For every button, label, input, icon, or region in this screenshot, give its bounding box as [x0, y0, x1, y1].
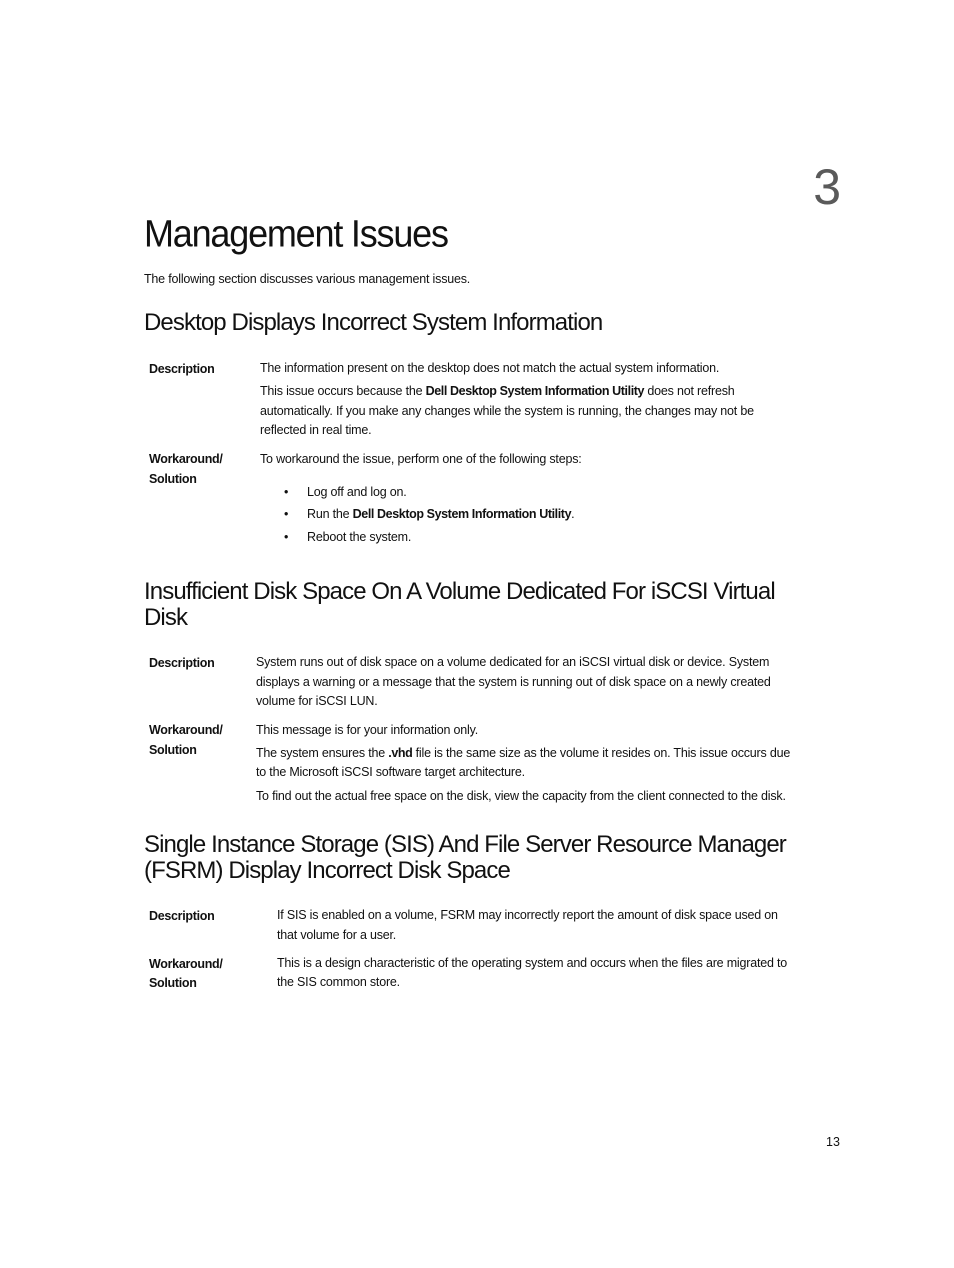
- bullet-icon: •: [284, 530, 289, 544]
- utility-name: Dell Desktop System Information Utility: [425, 384, 645, 398]
- workaround-text: The system ensures the .vhd file is the same size as the volume it resides on. This issue occurs due: [256, 746, 791, 760]
- description-text: that volume for a user.: [277, 928, 397, 942]
- chapter-number: 3: [813, 159, 840, 215]
- workaround-text: To find out the actual free space on the disk, view the capacity from the client connected to the disk.: [256, 789, 786, 803]
- workaround-text: This message is for your information only.: [256, 723, 479, 737]
- description-text: automatically. If you make any changes while the system is running, the changes may not be: [260, 404, 754, 418]
- solution-label: Solution: [149, 743, 197, 757]
- description-label: Description: [149, 656, 215, 670]
- bullet-icon: •: [284, 485, 289, 499]
- utility-name: Dell Desktop System Information Utility: [352, 507, 572, 521]
- list-item: Reboot the system.: [307, 530, 412, 544]
- description-text: reflected in real time.: [260, 423, 372, 437]
- list-item: Log off and log on.: [307, 485, 407, 499]
- solution-label: Solution: [149, 472, 197, 486]
- workaround-text: To workaround the issue, perform one of the following steps:: [260, 452, 582, 466]
- section-heading-desktop-info: Desktop Displays Incorrect System Information: [144, 309, 603, 336]
- description-text: This issue occurs because the Dell Desktop System Information Utility does not refresh: [260, 384, 735, 398]
- section-heading-iscsi: Insufficient Disk Space On A Volume Dedicated For iSCSI Virtual Disk: [144, 578, 775, 631]
- workaround-text: to the Microsoft iSCSI software target architecture.: [256, 765, 525, 779]
- file-extension: .vhd: [388, 746, 413, 760]
- description-text: The information present on the desktop does not match the actual system information.: [260, 361, 720, 375]
- chapter-intro: The following section discusses various management issues.: [144, 272, 471, 286]
- list-item: Run the Dell Desktop System Information Utility.: [307, 507, 575, 521]
- page-number: 13: [826, 1135, 840, 1149]
- description-text: volume for iSCSI LUN.: [256, 694, 378, 708]
- description-text: If SIS is enabled on a volume, FSRM may incorrectly report the amount of disk space used on: [277, 908, 778, 922]
- section-heading-sis-fsrm: Single Instance Storage (SIS) And File Server Resource Manager (FSRM) Display Incorrect Disk Space: [144, 831, 786, 884]
- workaround-text: This is a design characteristic of the operating system and occurs when the files are migrated to: [277, 956, 788, 970]
- description-label: Description: [149, 362, 215, 376]
- description-text: displays a warning or a message that the system is running out of disk space on a newly created: [256, 675, 771, 689]
- solution-label: Solution: [149, 976, 197, 990]
- description-label: Description: [149, 909, 215, 923]
- bullet-icon: •: [284, 507, 289, 521]
- workaround-text: the SIS common store.: [277, 975, 400, 989]
- workaround-label: Workaround/: [149, 723, 223, 737]
- workaround-label: Workaround/: [149, 957, 223, 971]
- description-text: System runs out of disk space on a volume dedicated for an iSCSI virtual disk or device. System: [256, 655, 770, 669]
- workaround-label: Workaround/: [149, 452, 223, 466]
- page-title: Management Issues: [144, 212, 448, 256]
